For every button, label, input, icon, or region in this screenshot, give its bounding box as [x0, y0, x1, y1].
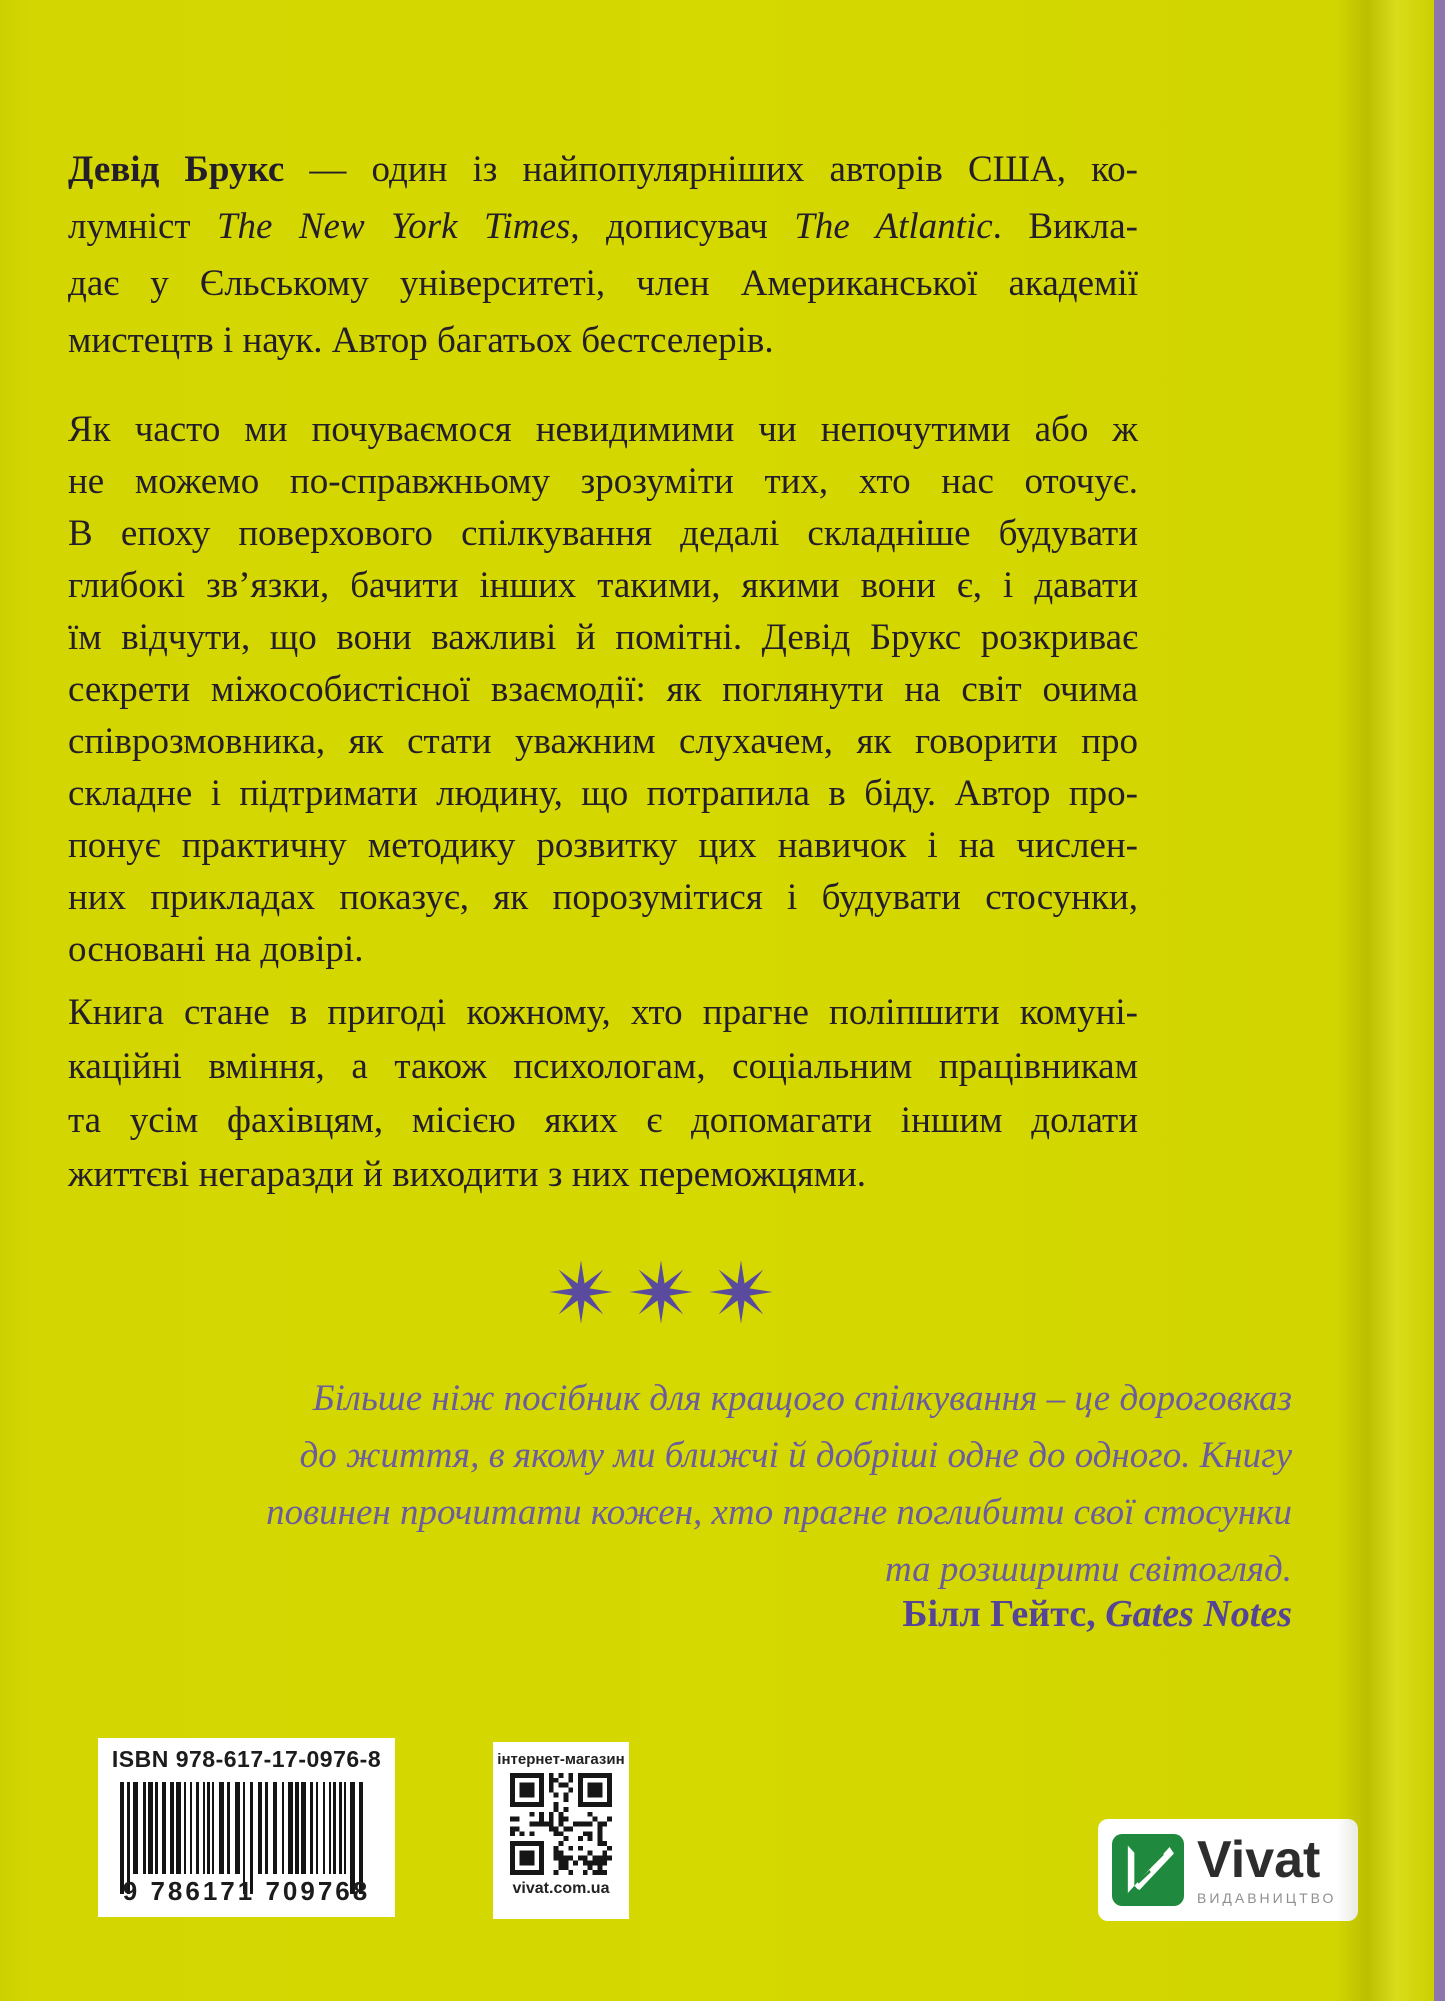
- text-line: Книга стане в пригоді кожному, хто прагне поліпшити комуні-: [68, 992, 1138, 1033]
- qr-url: vivat.com.ua: [512, 1880, 610, 1897]
- quote-attribution: [392, 1592, 1292, 1636]
- publisher-text: [1197, 1830, 1337, 1907]
- isbn-block: [98, 1738, 395, 1917]
- text-line: основані на довірі.: [68, 929, 364, 970]
- text-line: лумніст The New York Times, дописувач The Atlantic. Викла-: [68, 206, 1138, 247]
- text-line: їм відчути, що вони важливі й помітні. Девід Брукс розкриває: [68, 617, 1138, 658]
- publisher-logo: [1098, 1819, 1358, 1921]
- text-line: В епоху поверхового спілкування дедалі складніше будувати: [68, 513, 1138, 554]
- text-line: глибокі зв’язки, бачити інших такими, якими вони є, і давати: [68, 565, 1138, 606]
- text-line: мистецтв і наук. Автор багатьох бестселерів.: [68, 320, 774, 361]
- text-line: секрети міжособистісної взаємодії: як поглянути на світ очима: [68, 669, 1138, 710]
- about-author-paragraph: [68, 141, 1138, 369]
- vivat-feather-icon: [1112, 1834, 1184, 1906]
- cover-edge-shading: [1336, 0, 1434, 2001]
- attribution-source: Gates Notes: [1105, 1593, 1292, 1635]
- publisher-name: Vivat: [1197, 1830, 1321, 1889]
- isbn-label: ISBN 978-617-17-0976-8: [111, 1746, 382, 1772]
- eight-point-star-icon: [628, 1256, 694, 1328]
- text-line: понує практичну методику розвитку цих навичок і на числен-: [68, 825, 1138, 866]
- text-line: складне і підтримати людину, що потрапила в біду. Автор про-: [68, 773, 1138, 814]
- barcode-digits: 9 786171 709768: [122, 1876, 371, 1906]
- publisher-type: ВИДАВНИЦТВО: [1197, 1890, 1337, 1907]
- text-line: до життя, в якому ми ближчі й добріші одне до одного. Книгу: [299, 1435, 1292, 1476]
- synopsis-paragraph: [68, 404, 1138, 976]
- attribution-name: Білл Гейтс,: [902, 1593, 1096, 1635]
- star-divider: [548, 1256, 774, 1328]
- text-line: Девід Брукс — один із найпопулярніших авторів США, ко-: [68, 149, 1138, 190]
- audience-paragraph: [68, 986, 1138, 1202]
- text-line: повинен прочитати кожен, хто прагне поглибити свої стосунки: [266, 1492, 1292, 1533]
- text-line: життєві негаразди й виходити з них переможцями.: [68, 1154, 867, 1195]
- text-line: та розширити світогляд.: [885, 1549, 1292, 1590]
- eight-point-star-icon: [548, 1256, 614, 1328]
- qr-code-icon: [510, 1773, 612, 1875]
- text-line: них прикладах показує, як порозумітися і будувати стосунки,: [68, 877, 1138, 918]
- qr-title: інтернет-магазин: [497, 1751, 625, 1768]
- text-line: Більше ніж посібник для кращого спілкування – це дороговказ: [312, 1378, 1292, 1419]
- text-line: Як часто ми почуваємося невидимими чи непочутими або ж: [68, 409, 1138, 450]
- text-line: дає у Єльському університеті, член Американської академії: [68, 263, 1138, 304]
- spine-edge: [1434, 0, 1445, 2001]
- text-line: співрозмовника, як стати уважним слухачем, як говорити про: [68, 721, 1138, 762]
- text-line: не можемо по-справжньому зрозуміти тих, хто нас оточує.: [68, 461, 1138, 502]
- eight-point-star-icon: [708, 1256, 774, 1328]
- text-line: та усім фахівцям, місією яких є допомагати іншим долати: [68, 1100, 1138, 1141]
- qr-block: [493, 1742, 629, 1919]
- review-quote: [100, 1370, 1292, 1598]
- text-line: каційні вміння, а також психологам, соціальним працівникам: [68, 1046, 1138, 1087]
